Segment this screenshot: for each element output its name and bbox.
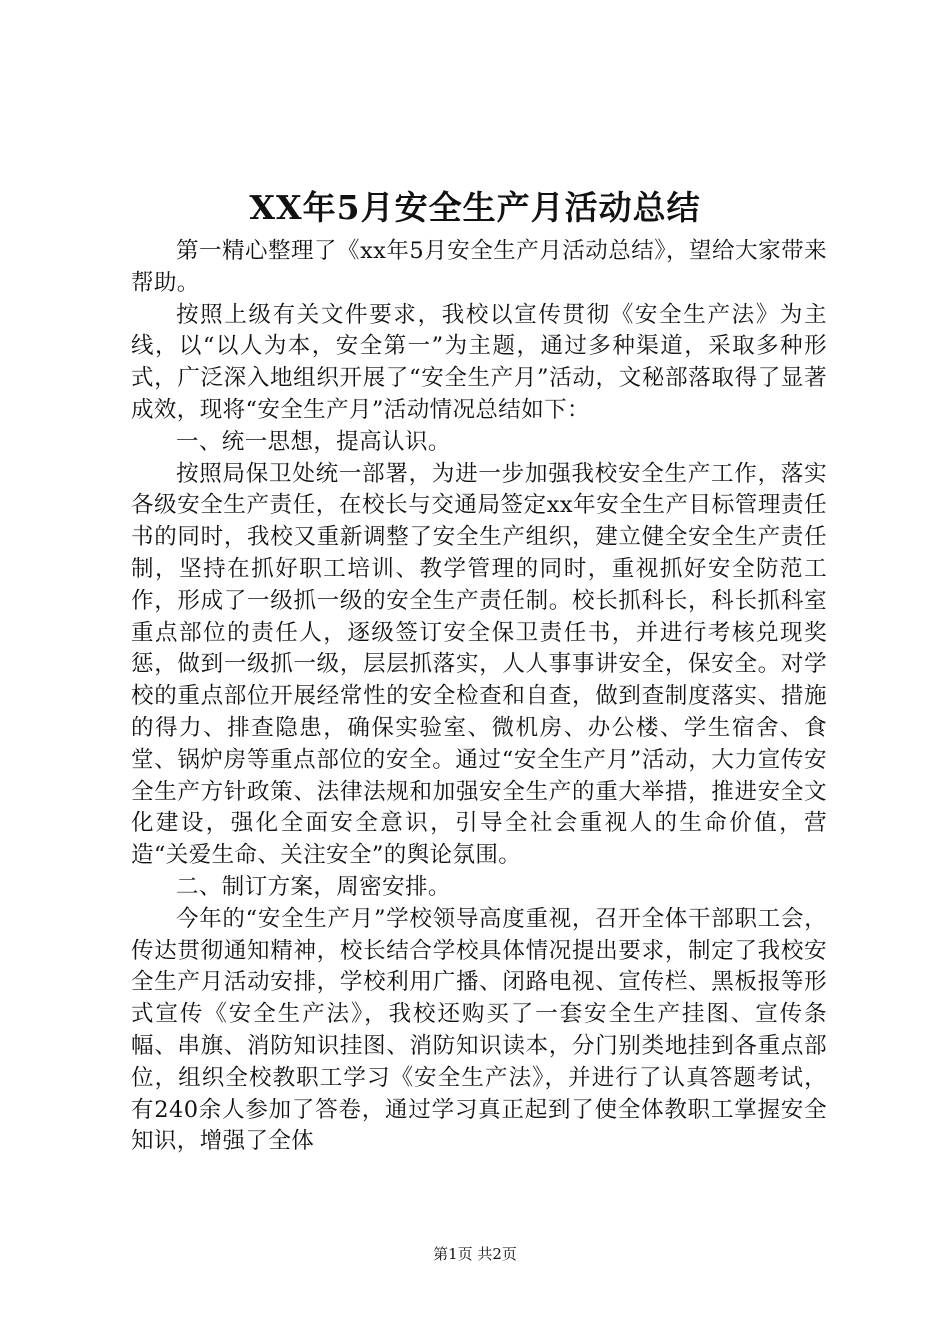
overview-paragraph: 按照上级有关文件要求，我校以宣传贯彻《安全生产法》为主线，以“以人为本，安全第一”为主题，通过多种渠道，采取多种形式，广泛深入地组织开展了“安全生产月”活动，文秘部落取得了显著成效，现将“安全生产月”活动情况总结如下：: [131, 301, 827, 423]
intro-paragraph: 第一精心整理了《xx年5月安全生产月活动总结》，望给大家带来帮助。: [131, 238, 827, 296]
document-title: XX年5月安全生产月活动总结: [249, 188, 701, 227]
section-heading-2: 二、制订方案，周密安排。: [176, 873, 451, 900]
section-2-paragraph: 今年的“安全生产月”学校领导高度重视，召开全体干部职工会，传达贯彻通知精神，校长结合学校具体情况提出要求，制定了我校安全生产月活动安排，学校利用广播、闭路电视、宣传栏、黑板报等形式宣传《安全生产法》，我校还购买了一套安全生产挂图、宣传条幅、串旗、消防知识挂图、消防知识读本，分门别类地挂到各重点部位，组织全校教职工学习《安全生产法》，并进行了认真答题考试，有240余人参加了答卷，通过学习真正起到了使全体教职工掌握安全知识，增强了全体: [131, 905, 827, 1155]
document-body: [131, 236, 827, 1158]
page-footer: 第1页 共2页: [433, 1245, 517, 1263]
section-1-paragraph: 按照局保卫处统一部署，为进一步加强我校安全生产工作，落实各级安全生产责任，在校长与交通局签定xx年安全生产目标管理责任书的同时，我校又重新调整了安全生产组织，建立健全安全生产责任制，坚持在抓好职工培训、教学管理的同时，重视抓好安全防范工作，形成了一级抓一级的安全生产责任制。校长抓科长，科长抓科室重点部位的责任人，逐级签订安全保卫责任书，并进行考核兑现奖惩，做到一级抓一级，层层抓落实，人人事事讲安全，保安全。对学校的重点部位开展经常性的安全检查和自查，做到查制度落实、措施的得力、排查隐患，确保实验室、微机房、办公楼、学生宿舍、食堂、锅炉房等重点部位的安全。通过“安全生产月”活动，大力宣传安全生产方针政策、法律法规和加强安全生产的重大举措，推进安全文化建设，强化全面安全意识，引导全社会重视人的生命价值，营造“关爱生命、关注安全”的舆论氛围。: [131, 460, 827, 869]
section-heading-1: 一、统一思想，提高认识。: [176, 428, 451, 455]
